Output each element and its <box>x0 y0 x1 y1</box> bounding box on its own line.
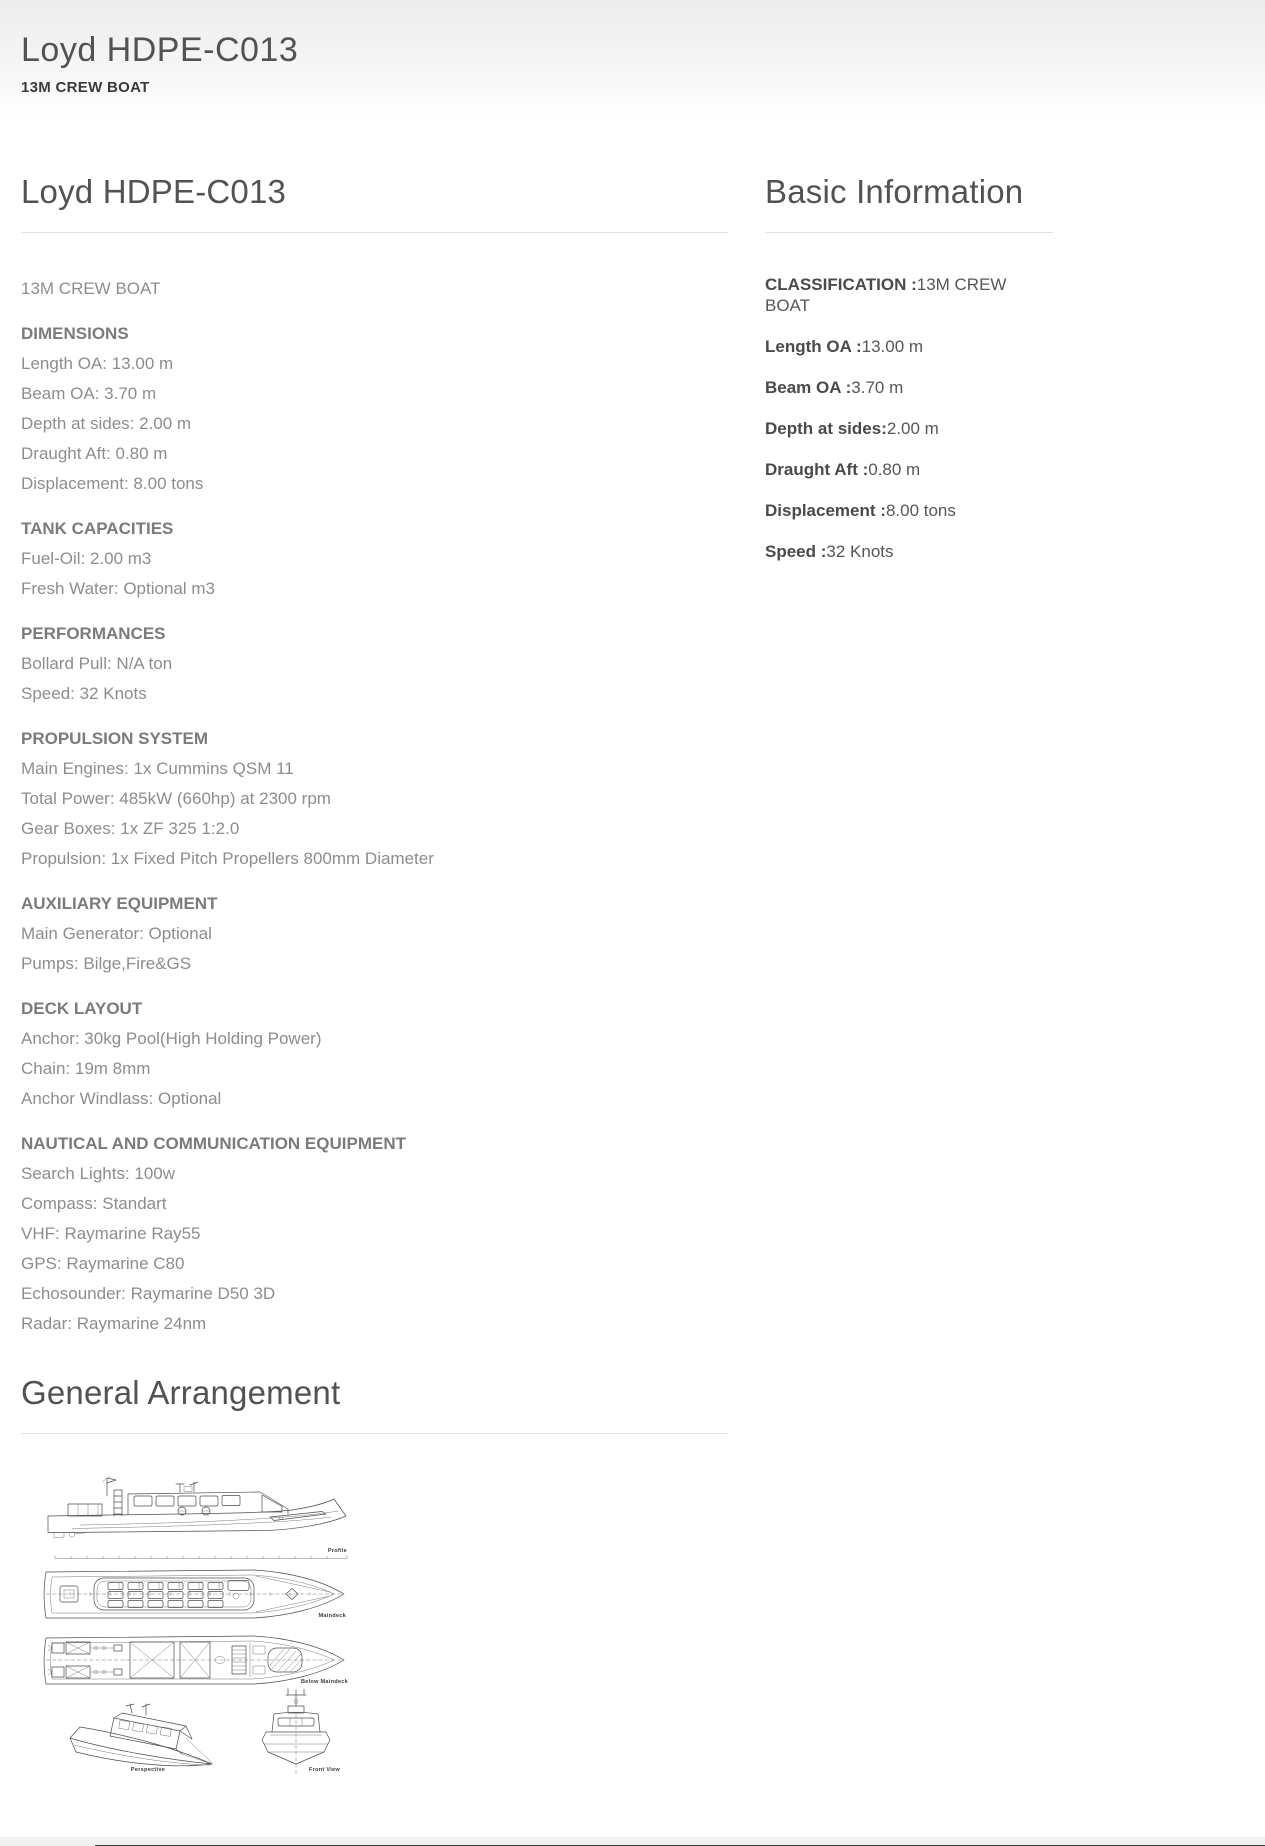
info-value: 2.00 m <box>886 419 939 438</box>
info-item-beam-oa <box>765 377 1053 398</box>
info-item-length-oa <box>765 336 1053 357</box>
spec-section-performances <box>21 619 728 709</box>
spec-line: Gear Boxes: 1x ZF 325 1:2.0 <box>21 819 240 838</box>
info-label: Displacement : <box>765 501 886 520</box>
spec-section-tank-capacities <box>21 514 728 604</box>
general-arrangement-section <box>21 1373 728 1798</box>
page-subtitle: 13M CREW BOAT <box>21 79 150 96</box>
spec-line: GPS: Raymarine C80 <box>21 1254 185 1273</box>
profile-view-drawing <box>48 1476 347 1559</box>
content <box>0 172 1265 1798</box>
spec-line: Main Generator: Optional <box>21 924 212 943</box>
spec-line: Depth at sides: 2.00 m <box>21 414 192 433</box>
page-title: Loyd HDPE-C013 <box>21 31 299 69</box>
spec-line: Pumps: Bilge,Fire&GS <box>21 954 192 973</box>
maindeck-view-label: Maindeck <box>318 1613 346 1619</box>
spec-heading: TANK CAPACITIES <box>21 519 174 538</box>
info-item-depth-at-sides <box>765 418 1053 439</box>
perspective-view-label: Perspective <box>130 1767 166 1773</box>
spec-heading: DIMENSIONS <box>21 324 129 343</box>
info-value: 13M CREW BOAT <box>765 275 1007 315</box>
info-item-draught-aft <box>765 459 1053 480</box>
general-arrangement-figure <box>30 1468 360 1798</box>
spec-section-auxiliary-equipment <box>21 889 728 979</box>
spec-line: Anchor: 30kg Pool(High Holding Power) <box>21 1029 322 1048</box>
spec-line: Search Lights: 100w <box>21 1164 176 1183</box>
perspective-view-drawing <box>70 1704 212 1773</box>
spec-line: Anchor Windlass: Optional <box>21 1089 222 1108</box>
general-arrangement-title: General Arrangement <box>21 1373 728 1434</box>
below-maindeck-view-drawing <box>44 1636 349 1685</box>
info-item-speed <box>765 541 1053 562</box>
spec-line: Bollard Pull: N/A ton <box>21 654 173 673</box>
profile-view-label: Profile <box>327 1548 347 1554</box>
general-arrangement-drawing <box>30 1468 360 1798</box>
info-value: 3.70 m <box>851 378 904 397</box>
spec-line: Compass: Standart <box>21 1194 167 1213</box>
spec-heading: AUXILIARY EQUIPMENT <box>21 894 218 913</box>
maindeck-view-drawing <box>44 1570 347 1619</box>
spec-line: Chain: 19m 8mm <box>21 1059 151 1078</box>
info-label: Length OA : <box>765 337 862 356</box>
spec-heading: PROPULSION SYSTEM <box>21 729 209 748</box>
spec-section-deck-layout <box>21 994 728 1114</box>
spec-line: Beam OA: 3.70 m <box>21 384 157 403</box>
sidebar-title: Basic Information <box>765 172 1053 233</box>
spec-line: Total Power: 485kW (660hp) at 2300 rpm <box>21 789 331 808</box>
info-list <box>765 274 1053 562</box>
spec-section-propulsion-system <box>21 724 728 874</box>
info-item-displacement <box>765 500 1053 521</box>
spec-heading: NAUTICAL AND COMMUNICATION EQUIPMENT <box>21 1134 406 1153</box>
below-maindeck-view-label: Below Maindeck <box>300 1679 348 1685</box>
main-subtitle: 13M CREW BOAT <box>21 279 161 298</box>
front-view-label: Front View <box>309 1767 340 1773</box>
page-header <box>0 0 1265 140</box>
spec-line: Draught Aft: 0.80 m <box>21 444 168 463</box>
spec-line: VHF: Raymarine Ray55 <box>21 1224 201 1243</box>
info-label: Draught Aft : <box>765 460 869 479</box>
spec-section-nautical-equipment <box>21 1129 728 1339</box>
spec-line: Propulsion: 1x Fixed Pitch Propellers 800mm Diameter <box>21 849 434 868</box>
spec-heading: PERFORMANCES <box>21 624 166 643</box>
spec-section-dimensions <box>21 319 728 499</box>
front-view-drawing <box>262 1689 340 1777</box>
spec-line: Fresh Water: Optional m3 <box>21 579 215 598</box>
info-value: 32 Knots <box>826 542 894 561</box>
spec-heading: DECK LAYOUT <box>21 999 143 1018</box>
info-value: 0.80 m <box>868 460 921 479</box>
spec-line: Radar: Raymarine 24nm <box>21 1314 207 1333</box>
main-column <box>21 172 728 1798</box>
info-value: 8.00 tons <box>885 501 956 520</box>
info-label: CLASSIFICATION : <box>765 275 917 294</box>
info-value: 13.00 m <box>861 337 924 356</box>
spec-line: Fuel-Oil: 2.00 m3 <box>21 549 152 568</box>
info-item-classification <box>765 274 1053 316</box>
spec-line: Echosounder: Raymarine D50 3D <box>21 1284 276 1303</box>
main-section-title: Loyd HDPE-C013 <box>21 172 728 233</box>
spec-line: Speed: 32 Knots <box>21 684 147 703</box>
info-label: Beam OA : <box>765 378 852 397</box>
spec-line: Displacement: 8.00 tons <box>21 474 204 493</box>
sidebar <box>765 172 1053 582</box>
spec-line: Length OA: 13.00 m <box>21 354 174 373</box>
info-label: Speed : <box>765 542 827 561</box>
spec-line: Main Engines: 1x Cummins QSM 11 <box>21 759 294 778</box>
info-label: Depth at sides: <box>765 419 887 438</box>
